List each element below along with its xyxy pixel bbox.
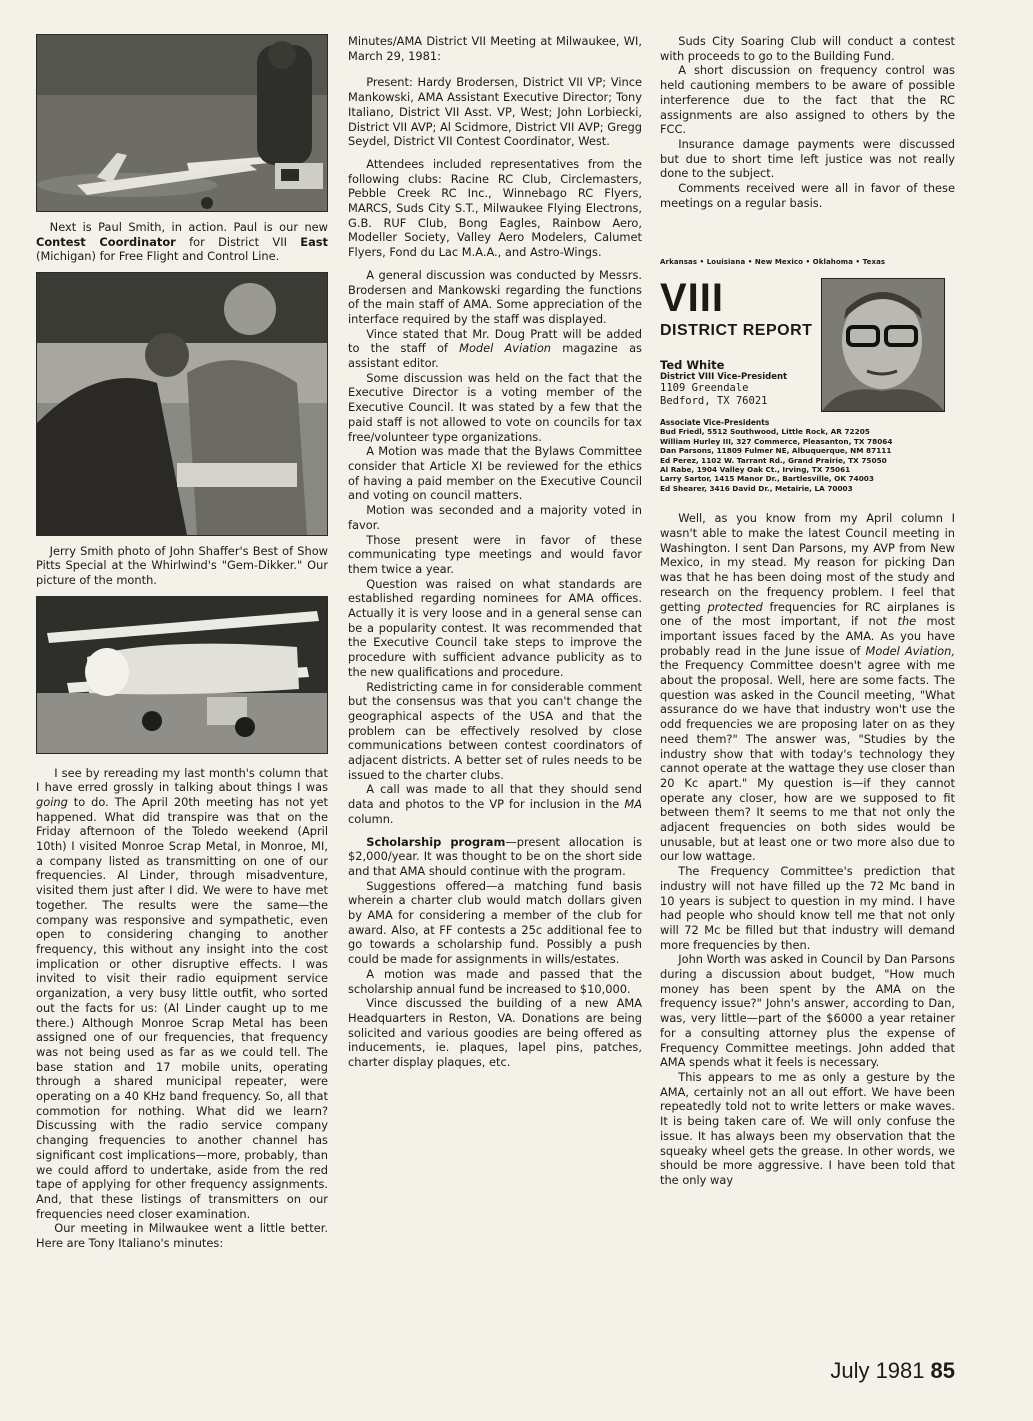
portrait-ted-white-image xyxy=(822,279,944,411)
page-number: 85 xyxy=(930,1358,955,1383)
para-frequency-control: A short discussion on frequency control was held cautioning members to be aware of possible interference due to the fact that the RC assignments are also assigned to others by the FCC. xyxy=(660,63,955,137)
para-redistricting: Redistricting came in for considerable comment but the consensus was that you can't change the geographical aspects of the USA and that the problem can be effectively resolved by close communications between contest coordinators of adjacent districts. A better set of rules needs to be issued to the charter clubs. xyxy=(348,679,642,782)
page-footer xyxy=(830,1358,955,1384)
vp-name: Ted White xyxy=(660,358,725,373)
col1-para-milwaukee: Our meeting in Milwaukee went a little better. Here are Tony Italiano's minutes: xyxy=(36,1221,328,1251)
associate-vp: William Hurley III, 327 Commerce, Pleasanton, TX 78064 xyxy=(660,436,893,446)
vp-address-line1: 1109 Greendale xyxy=(660,382,749,395)
district-header xyxy=(660,278,955,408)
photo-pitts-special-image xyxy=(37,597,328,753)
associate-vp: Ed Shearer, 3416 David Dr., Metairie, LA 70003 xyxy=(660,483,853,493)
para-well: Well, as you know from my April column I wasn't able to make the latest Council meeting in Washington. I sent Dan Parsons, my AVP from New Mexico, in my stead. My reason for picking Dan was that he has been doing most of the study and research on the frequency problem. I feel that getting protected frequencies for RC airplanes is one of the most important, if not the most important issues faced by the AMA. As you have probably read in the June issue of Model Aviation, the Frequency Committee doesn't agree with me about the proposal. Well, here are some facts. The question was asked in the Council meeting, "What assurance do we have that industry won't use the odd frequencies we are proposing later on as they need them?" The answer was, "Studies by the industry show that with today's technology they cannot operate at the wattage they use closer than 20 Kc apart." My question is—if they cannot operate any closer, how are we supposed to fit between them? It seems to me that not only the adjacent frequencies on both sides would be unusable, but at least one or two more also due to our low wattage. xyxy=(660,511,956,864)
para-suggestions: Suggestions offered—a matching fund basis wherein a charter club would match dollars given by AMA for considering a member of the club for award. Also, at FF contests a 25c additional fee to go towards a scholarship fund. Possibly a push could be made for assignments in wills/estates. xyxy=(348,878,642,967)
para-insurance: Insurance damage payments were discussed but due to short time left justice was not really done to the subject. xyxy=(660,136,955,181)
column-2 xyxy=(348,34,642,1070)
para-present: Present: Hardy Brodersen, District VII VP; Vince Mankowski, AMA Assistant Executive Director; Tony Italiano, District VII Asst. VP, West; John Lorbiecki, District VII AVP; Al Scidmore, District VII AVP; Gregg Seydel, District VII Contest Coordinator, West. xyxy=(348,75,642,149)
associate-vps-list xyxy=(660,427,955,493)
photo-paul-smith xyxy=(36,34,328,212)
para-suds-city: Suds City Soaring Club will conduct a contest with proceeds to go to the Building Fund. xyxy=(660,34,955,63)
para-call: A call was made to all that they should send data and photos to the VP for inclusion in the MA column. xyxy=(348,782,642,826)
associate-vp: Larry Sartor, 1415 Manor Dr., Bartlesville, OK 74003 xyxy=(660,474,874,484)
photo-two-men-image xyxy=(37,273,328,535)
column-3 xyxy=(660,34,955,1188)
para-scholarship: Scholarship program—present allocation is $2,000/year. It was thought to be on the short side and that AMA should continue with the program. xyxy=(348,834,643,878)
caption-pitts-special: Jerry Smith photo of John Shaffer's Best of Show Pitts Special at the Whirlwind's "Gem-Dikker." Our picture of the month. xyxy=(36,543,328,587)
associate-vps-title: Associate Vice-Presidents xyxy=(660,418,770,428)
photo-paul-smith-image xyxy=(37,35,328,211)
para-attendees: Attendees included representatives from the following clubs: Racine RC Club, Circlemasters, Pebble Creek RC Inc., Winnebago RC Flyers, MARCS, Suds City S.T., Milwaukee Flying Electrons, G.B. RUF Club, Bong Eagles, Rainbow Aero, Modeller Society, Valley Aero Modelers, Calumet Flyers, Fond du Lac M.A.A., and Astro-Wings. xyxy=(348,156,642,260)
para-standards: Question was raised on what standards are established regarding nominees for AMA offices. Actually it is very loose and in a general sense can be a popularity contest. It was recommended that the Executive Council take steps to improve the procedure with sufficient advance publicity as to the new qualifications and procedure. xyxy=(348,576,642,679)
caption-paul-smith: Next is Paul Smith, in action. Paul is our new Contest Coordinator for District VII East (Michigan) for Free Flight and Control Line. xyxy=(36,220,328,264)
para-headquarters: Vince discussed the building of a new AMA Headquarters in Reston, VA. Donations are being solicited and various goodies are being offered as inducements, ie. plaques, lapel pins, patches, charter display plaques, etc. xyxy=(348,996,642,1070)
minutes-heading: Minutes/AMA District VII Meeting at Milwaukee, WI, March 29, 1981: xyxy=(348,34,642,63)
photo-two-men xyxy=(36,272,328,536)
para-seconded: Motion was seconded and a majority voted in favor. xyxy=(348,503,642,532)
para-frequency-committee: The Frequency Committee's prediction that industry will not have filled up the 72 Mc band in 10 years is subject to question in my mind. I have had people who should know tell me that not only will 72 Mc be filled but that industry will demand more frequencies by then. xyxy=(660,864,955,952)
column-1 xyxy=(36,34,328,1251)
para-executive-director: Some discussion was held on the fact that the Executive Director is a voting member of the Executive Council. It was stated by a few that the paid staff is not allowed to vote on councils for tax free/volunteer type organizations. xyxy=(348,370,642,444)
para-john-worth: John Worth was asked in Council by Dan Parsons during a discussion about budget, "How much money has been spent by the AMA on the frequency issue?" John's answer, according to Dan, was, very little—part of the $6000 a year retainer for a consulting attorney plus the expense of Frequency Committee meetings. John added that AMA spends what it feels is necessary. xyxy=(660,952,955,1070)
vp-title: District VIII Vice-President xyxy=(660,372,788,383)
vp-address-line2: Bedford, TX 76021 xyxy=(660,395,768,408)
para-comments: Comments received were all in favor of these meetings on a regular basis. xyxy=(660,181,955,210)
portrait-ted-white xyxy=(821,278,945,412)
para-general-discussion: A general discussion was conducted by Messrs. Brodersen and Mankowski regarding the functions of the main staff of AMA. Some appreciation of the interface required by the staff was displayed. xyxy=(348,267,642,326)
para-bylaws-motion: A Motion was made that the Bylaws Committee consider that Article XI be reviewed for the ethics of having a paid member on the Executive Council and voting on council matters. xyxy=(348,444,642,503)
associate-vp: Dan Parsons, 11809 Fulmer NE, Albuquerque, NM 87111 xyxy=(660,446,892,456)
associate-vp: Ed Perez, 1102 W. Tarrant Rd., Grand Prairie, TX 75050 xyxy=(660,455,887,465)
col1-para-rereading: I see by rereading my last month's column that I have erred grossly in talking about things I was going to do. The April 20th meeting has not yet happened. What did transpire was that on the Friday afternoon of the Toledo weekend (April 10th) I visited Monroe Scrap Metal, in Monroe, MI, a company listed as transmitting on one of our frequencies. Al Linder, through misadventure, visited them just after I did. We were to have met together. The results were the same—the company was responsive and sympathetic, even open to considering changing to another frequency, this without any insight into the cost implication or other disruptive effects. I was invited to visit their radio equipment service organization, a very busy little outfit, who sorted out the facts for us: (Al Linder caught up to me there.) Although Monroe Scrap Metal has been assigned one of our frequencies, that frequency was not being used as far as we could tell. The base station and 17 mobile units, operating through a shared municipal repeater, were operating on a 40 KHz band frequency. So, all that commotion for nothing. What did we learn? Discussing with the radio service company changing frequencies to another channel has significant cost implications—more, probably, than we could afford to undertake, aside from the red tape of applying for other frequency assignments. And, that these listings of transmitters on our frequencies need closer examination. xyxy=(36,765,328,1221)
district-number: VIII xyxy=(660,276,725,321)
photo-pitts-special xyxy=(36,596,328,754)
associate-vp: Al Rabe, 1904 Valley Oak Ct., Irving, TX 75061 xyxy=(660,465,851,475)
associate-vp: Bud Friedl, 5512 Southwood, Little Rock, AR 72205 xyxy=(660,427,870,437)
para-gesture: This appears to me as only a gesture by the AMA, certainly not an all out effort. We have been repeatedly told not to write letters or make waves. It is being taken care of. We will only confuse the issue. It has always been my observation that the squeaky wheel gets the grease. In other words, we should be more aggressive. I have been told that the only way xyxy=(660,1070,955,1187)
para-scholarship-motion: A motion was made and passed that the scholarship annual fund be increased to $10,000. xyxy=(348,966,642,996)
district-title: DISTRICT REPORT xyxy=(660,322,813,340)
para-vince-pratt: Vince stated that Mr. Doug Pratt will be added to the staff of Model Aviation magazine as assistant editor. xyxy=(348,326,642,371)
district-states: Arkansas • Louisiana • New Mexico • Oklahoma • Texas xyxy=(660,258,886,267)
issue-date: July 1981 xyxy=(830,1358,925,1383)
para-those-present: Those present were in favor of these communicating type meetings and would favor them twice a year. xyxy=(348,532,642,576)
